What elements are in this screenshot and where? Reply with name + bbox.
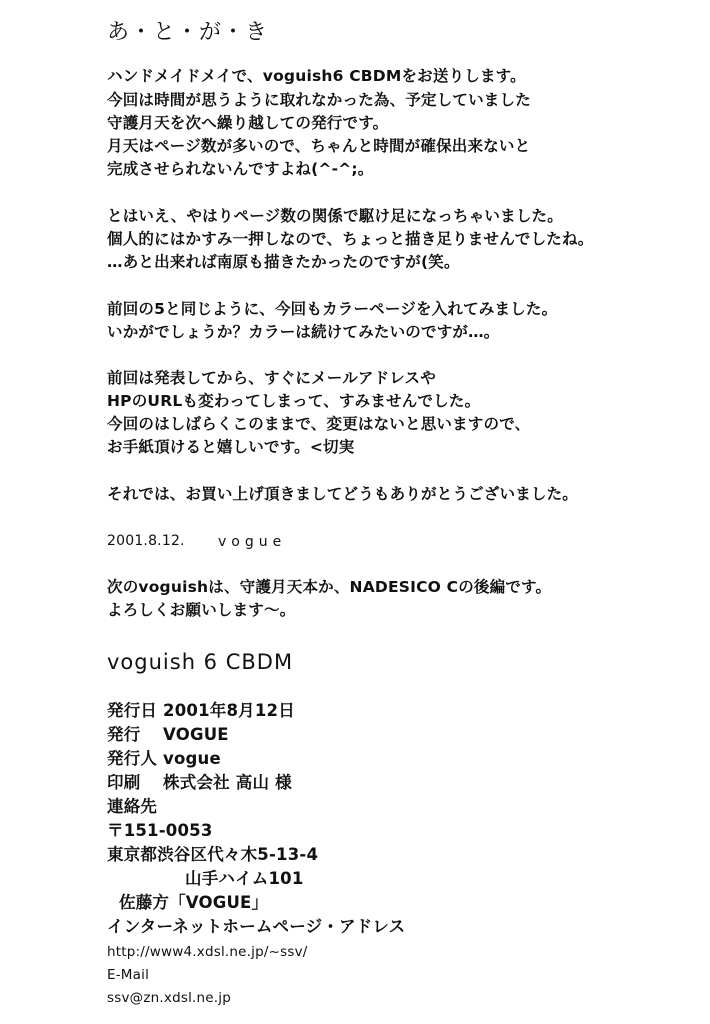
afterword-line: とはいえ、やはりページ数の関係で駆け足になっちゃいました。 <box>107 207 563 225</box>
colophon-issue-date: 発行日 2001年8月12日 <box>107 701 295 720</box>
afterword-line: 完成させられないんですよね(^-^;。 <box>107 160 374 178</box>
afterword-line: 前回は発表してから、すぐにメールアドレスや <box>107 369 436 387</box>
colophon-postal: 〒151-0053 <box>107 821 213 840</box>
colophon-email: ssv@zn.xdsl.ne.jp <box>107 990 231 1006</box>
afterword-line: 今回は時間が思うように取れなかった為、予定していました <box>107 91 531 109</box>
afterword-line: …あと出来れば南原も描きたかったのですが(笑。 <box>107 253 460 271</box>
afterword-line: よろしくお願いします～。 <box>107 601 296 619</box>
afterword-line: いかがでしょうか？カラーは続けてみたいのですが…。 <box>107 323 500 341</box>
afterword-line: 今回のはしばらくこのままで、変更はないと思いますので、 <box>107 415 531 433</box>
afterword-line: HPのURLも変わってしまって、すみませんでした。 <box>107 392 481 410</box>
afterword-line: 次のvoguishは、守護月天本か、NADESICO Cの後編です。 <box>107 578 552 596</box>
afterword-date: 2001.8.12. <box>107 533 185 549</box>
colophon-email-label: E-Mail <box>107 967 150 983</box>
afterword-line: それでは、お買い上げ頂きましてどうもありがとうございました。 <box>107 485 579 503</box>
colophon-address: 佐藤方「VOGUE」 <box>119 893 269 912</box>
afterword-line: 個人的にはかすみ一押しなので、ちょっと描き足りませんでしたね。 <box>107 230 594 248</box>
colophon-title: voguish 6 CBDM <box>107 650 294 674</box>
colophon-address: 東京都渋谷区代々木5-13-4 <box>107 845 319 864</box>
colophon-printer: 印刷 株式会社 高山 様 <box>107 773 292 792</box>
colophon-address: 山手ハイム101 <box>185 869 304 888</box>
afterword-line: 守護月天を次へ繰り越しての発行です。 <box>107 114 389 132</box>
afterword-line: お手紙頂けると嬉しいです。<切実 <box>107 438 355 456</box>
colophon-contact-label: 連絡先 <box>107 797 158 816</box>
colophon-publisher: 発行 VOGUE <box>107 725 229 744</box>
colophon-homepage-url: http://www4.xdsl.ne.jp/~ssv/ <box>107 944 308 960</box>
colophon-homepage-label: インターネットホームページ・アドレス <box>107 917 406 936</box>
afterword-line: 前回の5と同じように、今回もカラーページを入れてみました。 <box>107 300 558 318</box>
page-title: あ・と・が・き <box>107 20 269 45</box>
afterword-line: ハンドメイドメイで、voguish6 CBDMをお送りします。 <box>107 67 526 85</box>
colophon-issuer: 発行人 vogue <box>107 749 221 768</box>
afterword-signature: vogue <box>218 534 287 550</box>
afterword-line: 月天はページ数が多いので、ちゃんと時間が確保出来ないと <box>107 137 531 155</box>
